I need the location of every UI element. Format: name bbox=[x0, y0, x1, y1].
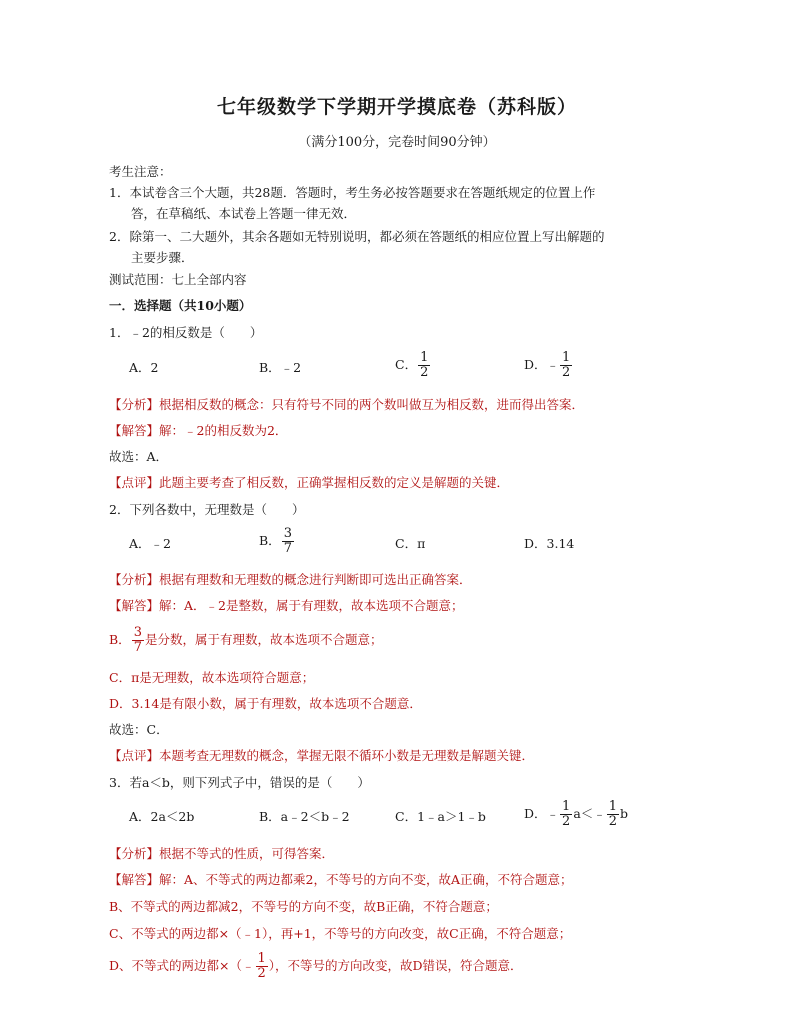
q1-comment: 【点评】此题主要考查了相反数，正确掌握相反数的定义是解题的关键． bbox=[109, 475, 510, 490]
q3-explain-d-text-1: D、不等式的两边都×（﹣ bbox=[109, 958, 255, 973]
notice-item-2: 2．除第一、二大题外，其余各题如无特别说明，都必须在答题纸的相应位置上写出解题的 bbox=[109, 229, 605, 244]
fraction-numerator: 3 bbox=[283, 526, 292, 541]
fraction-denominator: 2 bbox=[562, 814, 571, 829]
q3-explain-c: C、不等式的两边都×（﹣1），再+1，不等号的方向改变，故C正确，不符合题意； bbox=[109, 926, 572, 941]
q2-stem: 2．下列各数中，无理数是（ ） bbox=[109, 502, 305, 517]
q3-option-d bbox=[524, 800, 628, 829]
q2-option-c: C．π bbox=[395, 536, 426, 551]
q1-option-c-label: C． bbox=[395, 357, 418, 372]
fraction-denominator: 2 bbox=[608, 814, 618, 829]
q2-option-d: D．3.14 bbox=[524, 536, 575, 551]
q1-analysis: 【分析】根据相反数的概念：只有符号不同的两个数叫做互为相反数，进而得出答案． bbox=[109, 397, 585, 412]
q1-option-a: A．2 bbox=[129, 360, 159, 375]
q3-option-a: A．2a＜2b bbox=[129, 809, 195, 824]
q2-explain-b-text: 是分数，属于有理数，故本选项不合题意； bbox=[144, 632, 383, 647]
fraction-numerator: 1 bbox=[257, 951, 266, 966]
fraction-numerator: 3 bbox=[133, 625, 142, 640]
q2-option-b bbox=[259, 527, 295, 556]
q3-explain-d-text-2: ），不等号的方向改变，故D错误，符合题意． bbox=[268, 958, 523, 973]
q2-analysis: 【分析】根据有理数和无理数的概念进行判断即可选出正确答案． bbox=[109, 572, 472, 587]
q1-option-c bbox=[395, 351, 431, 380]
fraction-numerator: 1 bbox=[562, 350, 571, 365]
q3-analysis: 【分析】根据不等式的性质，可得答案． bbox=[109, 846, 335, 861]
q2-explain-c: C．π是无理数，故本选项符合题意； bbox=[109, 670, 315, 685]
q1-stem: 1．﹣2的相反数是（ ） bbox=[109, 325, 263, 340]
fraction-denominator: 2 bbox=[420, 365, 429, 380]
fraction-denominator: 7 bbox=[283, 541, 292, 556]
section-heading: 一．选择题（共10小题） bbox=[109, 298, 252, 313]
page-subtitle: （满分100分，完卷时间90分钟） bbox=[298, 135, 496, 150]
q1-option-d-fraction bbox=[560, 351, 572, 380]
q1-option-d bbox=[524, 351, 573, 380]
notice-item-1-cont: 答，在草稿纸、本试卷上答题一律无效． bbox=[131, 206, 357, 221]
fraction-numerator: 1 bbox=[420, 350, 429, 365]
q1-option-d-label: D．﹣ bbox=[524, 357, 560, 372]
q3-option-b: B．a﹣2＜b﹣2 bbox=[259, 809, 350, 824]
q3-option-d-label: D．﹣ bbox=[524, 806, 560, 821]
fraction-denominator: 7 bbox=[133, 640, 142, 655]
q3-explain-d-fraction bbox=[256, 952, 268, 981]
q3-answer: 【解答】解：A、不等式的两边都乘2，不等号的方向不变，故A正确，不符合题意； bbox=[109, 872, 573, 887]
q2-option-a: A．﹣2 bbox=[129, 536, 171, 551]
fraction-denominator: 2 bbox=[562, 365, 571, 380]
q2-choice: 故选：C． bbox=[109, 722, 169, 737]
q2-option-b-label: B． bbox=[259, 533, 281, 548]
q2-explain-b-label: B． bbox=[109, 632, 131, 647]
q3-option-c: C．1﹣a＞1﹣b bbox=[395, 809, 486, 824]
test-scope: 测试范围：七上全部内容 bbox=[109, 272, 247, 287]
q1-choice: 故选：A． bbox=[109, 449, 169, 464]
fraction-denominator: 2 bbox=[257, 966, 266, 981]
q1-option-b: B．﹣2 bbox=[259, 360, 302, 375]
q3-option-d-fraction-2 bbox=[607, 800, 619, 829]
q2-explain-d: D．3.14是有限小数，属于有理数，故本选项不合题意． bbox=[109, 696, 422, 711]
q3-explain-b: B、不等式的两边都减2，不等号的方向不变，故B正确，不符合题意； bbox=[109, 899, 498, 914]
q1-answer: 【解答】解：﹣2的相反数为2． bbox=[109, 423, 288, 438]
q3-explain-d bbox=[109, 952, 523, 981]
fraction-numerator: 1 bbox=[562, 799, 571, 814]
q2-explain-b bbox=[109, 626, 382, 655]
q2-explain-b-fraction bbox=[132, 626, 144, 655]
q2-answer: 【解答】解：A．﹣2是整数，属于有理数，故本选项不合题意； bbox=[109, 598, 464, 613]
notice-heading: 考生注意： bbox=[109, 164, 172, 179]
q3-option-d-mid: a＜﹣ bbox=[573, 806, 606, 821]
q2-option-b-fraction bbox=[282, 527, 294, 556]
notice-item-1: 1．本试卷含三个大题，共28题．答题时，考生务必按答题要求在答题纸规定的位置上作 bbox=[109, 185, 596, 200]
q3-stem: 3．若a＜b，则下列式子中，错误的是（ ） bbox=[109, 775, 370, 790]
page-title: 七年级数学下学期开学摸底卷（苏科版） bbox=[216, 96, 577, 118]
q2-comment: 【点评】本题考查无理数的概念，掌握无限不循环小数是无理数是解题关键． bbox=[109, 748, 535, 763]
notice-item-2-cont: 主要步骤． bbox=[131, 250, 194, 265]
fraction-numerator: 1 bbox=[608, 799, 618, 814]
q1-option-c-fraction bbox=[418, 351, 430, 380]
q3-option-d-end: b bbox=[620, 806, 629, 821]
q3-option-d-fraction-1 bbox=[560, 800, 572, 829]
